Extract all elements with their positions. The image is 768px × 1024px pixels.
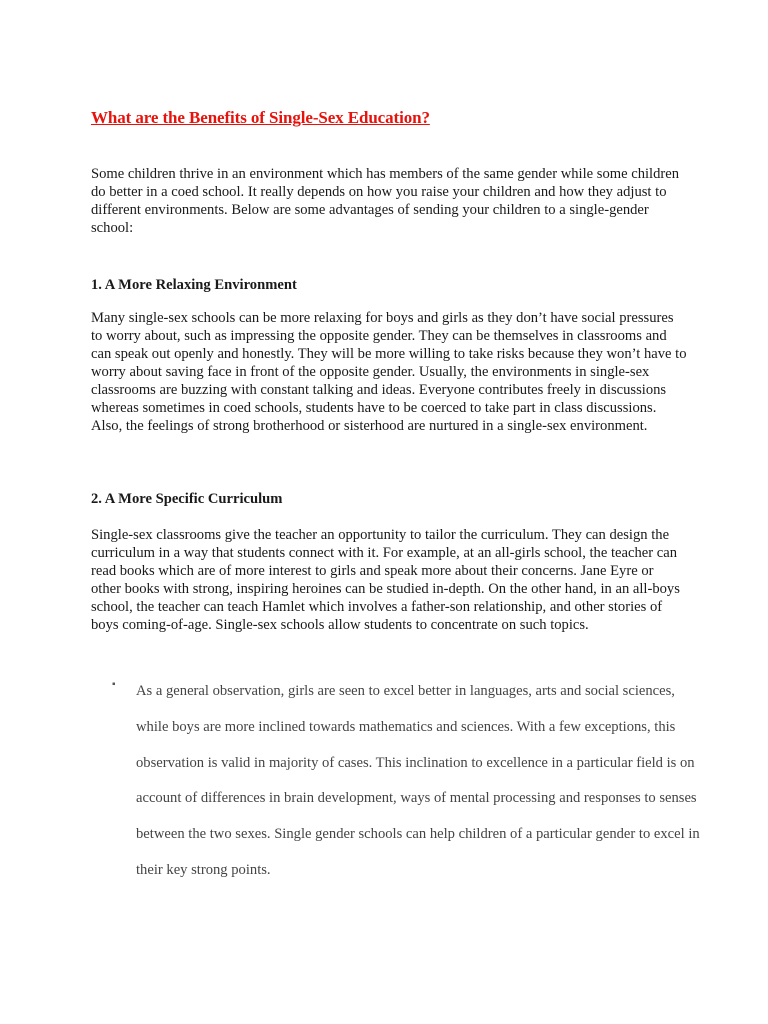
section-body-relaxing-environment: Many single-sex schools can be more relaxing for boys and girls as they don’t have social pressures to worry about, such as impressing the opposite gender. They can be themselves in classrooms and can speak out openly and honestly. They will be more willing to take risks because they won’t have to worry about saving face in front of the opposite gender. Usually, the environments in single-sex classrooms are buzzing with constant talking and ideas. Everyone contributes freely in discussions whereas sometimes in coed schools, students have to be coerced to take part in class discussions. Also, the feelings of strong brotherhood or sisterhood are nurtured in a single-sex environment. <box>91 310 687 434</box>
section-body-specific-curriculum: Single-sex classrooms give the teacher an opportunity to tailor the curriculum. They can design the curriculum in a way that students connect with it. For example, at an all-girls school, the teacher can read books which are of more interest to girls and speak more about their concerns. Jane Eyre or other books with strong, inspiring heroines can be studied in-depth. On the other hand, in an all-boys school, the teacher can teach Hamlet which involves a father-son relationship, and other stories of boys coming-of-age. Single-sex schools allow students to concentrate on such topics. <box>91 527 680 633</box>
page-title: What are the Benefits of Single-Sex Education? <box>91 108 430 127</box>
section-heading-relaxing-environment: 1. A More Relaxing Environment <box>91 277 297 293</box>
square-bullet-icon: ▪ <box>112 679 116 690</box>
section-heading-specific-curriculum: 2. A More Specific Curriculum <box>91 491 283 507</box>
intro-paragraph: Some children thrive in an environment which has members of the same gender while some children do better in a coed school. It really depends on how you raise your children and how they adjust to different environments. Below are some advantages of sending your children to a single-gender school: <box>91 166 680 236</box>
bullet-list-item <box>112 674 702 889</box>
bullet-text: As a general observation, girls are seen to excel better in languages, arts and social sciences, while boys are more inclined towards mathematics and sciences. With a few exceptions, this observation is valid in majority of cases. This inclination to excellence in a particular field is on account of differences in brain development, ways of mental processing and responses to senses between the two sexes. Single gender schools can help children of a particular gender to excel in their key strong points. <box>136 683 700 878</box>
